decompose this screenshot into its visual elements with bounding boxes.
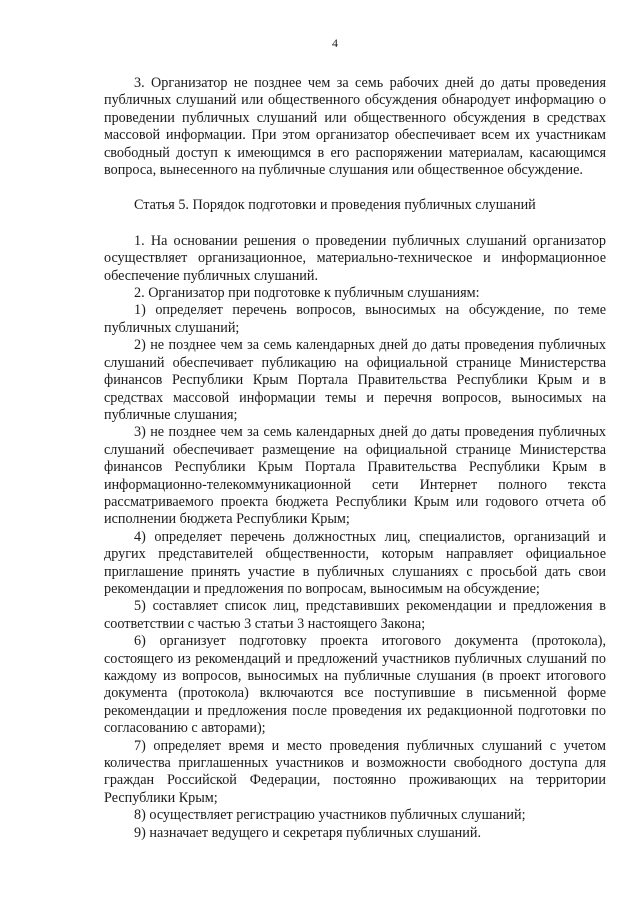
article-5-heading: Статья 5. Порядок подготовки и проведения публичных слушаний <box>134 197 536 214</box>
list-item-1: 1) определяет перечень вопросов, выносимых на обсуждение, по теме публичных слушаний; <box>104 302 606 336</box>
list-item-6: 6) организует подготовку проекта итогового документа (протокола), состоящего из рекомендаций и предложений участников публичных слушаний по каждому из вопросов, выносимых на публичные слушания (в проект итогового документа (протокола) включаются все поступившие в письменной форме рекомендации и предложения после проведения их редакционной подготовки по согласованию с авторами); <box>104 633 606 737</box>
list-item-4: 4) определяет перечень должностных лиц, специалистов, организаций и других представителей общественности, которым направляет официальное приглашение принять участие в публичных слушаниях с просьбой дать свои рекомендации и предложения по вопросам, выносимым на обсуждение; <box>104 528 606 597</box>
paragraph-3-organizer-notice: 3. Организатор не позднее чем за семь рабочих дней до даты проведения публичных слушаний или общественного обсуждения обнародует информацию о проведении публичных слушаний или общественного обсуждения в средствах массовой информации. При этом организатор обеспечивает всем их участникам свободный доступ к имеющимся в его распоряжении материалам, касающимся вопроса, вынесенного на публичные слушания или общественное обсуждение. <box>104 75 606 179</box>
list-item-2: 2) не позднее чем за семь календарных дней до даты проведения публичных слушаний обеспечивает публикацию на официальной странице Министерства финансов Республики Крым Портала Правительства Республики Крым и в средствах массовой информации темы и перечня вопросов, выносимых на публичные слушания; <box>104 337 606 423</box>
paragraph-1: 1. На основании решения о проведении публичных слушаний организатор осуществляет организационное, материально-техническое и информационное обеспечение публичных слушаний. <box>104 232 606 284</box>
list-item-7: 7) определяет время и место проведения публичных слушаний с учетом количества приглашенных участников и возможности свободного доступа для граждан Российской Федерации, постоянно проживающих на территории Республики Крым; <box>104 737 606 806</box>
list-item-5: 5) составляет список лиц, представивших рекомендации и предложения в соответствии с частью 3 статьи 3 настоящего Закона; <box>104 598 606 632</box>
list-item-9: 9) назначает ведущего и секретаря публичных слушаний. <box>134 824 482 841</box>
list-item-3: 3) не позднее чем за семь календарных дней до даты проведения публичных слушаний обеспечивает размещение на официальной странице Министерства финансов Республики Крым Портала Правительства Республики Крым в информационно-телекоммуникационной сети Интернет полного текста рассматриваемого проекта бюджета Республики Крым или годового отчета об исполнении бюджета Республики Крым; <box>104 424 606 528</box>
page-number: 4 <box>332 36 338 50</box>
paragraph-2: 2. Организатор при подготовке к публичным слушаниям: <box>134 285 480 302</box>
list-item-8: 8) осуществляет регистрацию участников публичных слушаний; <box>134 807 526 824</box>
